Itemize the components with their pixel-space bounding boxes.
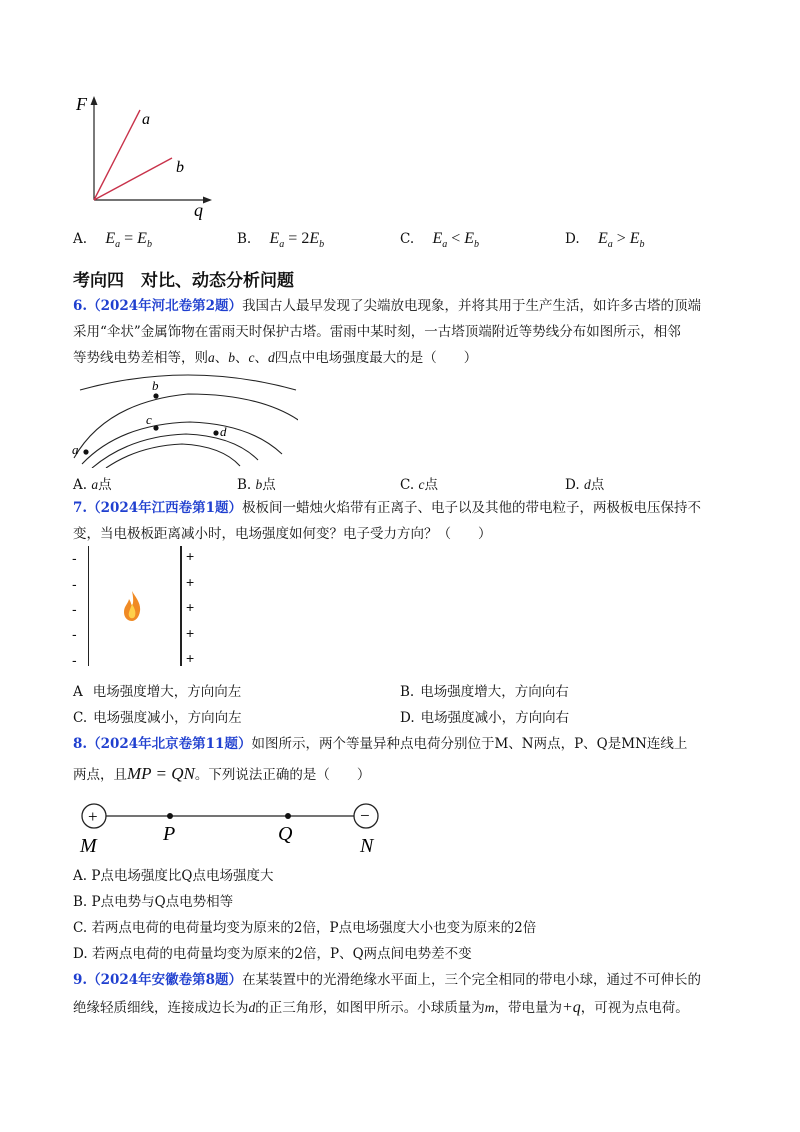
- q9-line2: 绝缘轻质细线，连接成边长为d的正三角形，如图甲所示。小球质量为m，带电量为+q，可视为点电荷。: [73, 999, 689, 1016]
- equipotential-line-2: [74, 394, 298, 458]
- right-sign-2: +: [186, 574, 195, 590]
- equipotential-line-1: [80, 375, 296, 390]
- q6-line1: 6.（2024年河北卷第2题）我国古人最早发现了尖端放电现象，并将其用于生产生活，如许多古塔的顶端: [73, 298, 702, 314]
- plus-sign: +: [88, 807, 98, 826]
- minus-sign: −: [360, 806, 370, 825]
- left-plate: [88, 546, 89, 666]
- right-sign-1: +: [186, 548, 195, 564]
- right-plate: [180, 546, 182, 666]
- right-sign-3: +: [186, 599, 195, 615]
- y-axis-label: F: [76, 94, 87, 114]
- q7-option-a[interactable]: A 电场强度增大，方向向左: [73, 684, 242, 700]
- equipotential-line-3: [82, 422, 282, 464]
- mn-charge-diagram: [74, 796, 394, 858]
- q7-line2: 变，当电极板距离减小时，电场强度如何变？电子受力方向？（ ）: [73, 526, 492, 542]
- q5-option-b[interactable]: B. $E_a = 2E_b$: [237, 230, 325, 251]
- equipotential-line-4: [92, 434, 258, 468]
- label-n: N: [360, 835, 374, 857]
- line-a: [94, 110, 140, 200]
- q7-option-c[interactable]: C. 电场强度减小，方向向左: [73, 710, 242, 726]
- point-q: [285, 813, 291, 819]
- line-b-label: b: [176, 159, 184, 176]
- q8-line2: 两点，且MP = QN。下列说法正确的是（ ）: [73, 764, 371, 783]
- q8-option-a[interactable]: A. P点电场强度比Q点电场强度大: [73, 868, 274, 884]
- point-d: [213, 430, 218, 435]
- q7-option-d[interactable]: D. 电场强度减小，方向向右: [400, 710, 570, 726]
- q6-option-d[interactable]: D. d点: [565, 477, 605, 493]
- q6-line3: 等势线电势差相等，则a、b、c、d四点中电场强度最大的是（ ）: [73, 350, 478, 366]
- equipotential-line-5: [106, 444, 240, 468]
- line-a-label: a: [142, 111, 150, 128]
- q8-option-c[interactable]: C. 若两点电荷的电荷量均变为原来的2倍，P点电场强度大小也变为原来的2倍: [73, 920, 537, 936]
- left-sign-4: -: [72, 626, 77, 642]
- fq-graph: [70, 92, 220, 222]
- point-c-label: c: [146, 412, 152, 427]
- q6-line2: 采用“伞状”金属饰物在雷雨天时保护古塔。雷雨中某时刻，一古塔顶端附近等势线分布如图所示，相邻: [73, 324, 681, 340]
- point-p: [167, 813, 173, 819]
- line-b: [94, 158, 172, 200]
- left-sign-1: -: [72, 550, 77, 566]
- point-d-label: d: [220, 424, 227, 439]
- point-b: [153, 393, 158, 398]
- q5-option-c[interactable]: C. $E_a < E_b$: [400, 230, 480, 251]
- q8-line1: 8.（2024年北京卷第11题）如图所示，两个等量异种点电荷分别位于M、N两点，P、Q是MN连线上: [73, 736, 688, 752]
- label-q: Q: [278, 823, 293, 845]
- q7-option-b[interactable]: B. 电场强度增大，方向向右: [400, 684, 569, 700]
- left-sign-5: -: [72, 652, 77, 668]
- y-axis-arrow: [91, 96, 98, 105]
- q8-option-b[interactable]: B. P点电势与Q点电势相等: [73, 894, 234, 910]
- x-axis-arrow: [203, 197, 212, 204]
- left-sign-2: -: [72, 576, 77, 592]
- equipotential-diagram: [68, 372, 298, 468]
- q9-line1: 9.（2024年安徽卷第8题）在某装置中的光滑绝缘水平面上，三个完全相同的带电小球，通过不可伸长的: [73, 972, 702, 988]
- q6-option-a[interactable]: A. a点: [73, 477, 112, 493]
- left-sign-3: -: [72, 601, 77, 617]
- q5-option-a[interactable]: A. $E_a = E_b$: [73, 230, 152, 251]
- x-axis-label: q: [194, 200, 203, 220]
- right-sign-4: +: [186, 625, 195, 641]
- q7-line1: 7.（2024年江西卷第1题）极板间一蜡烛火焰带有正离子、电子以及其他的带电粒子，两极板电压保持不: [73, 500, 702, 516]
- section-title: 考向四 对比、动态分析问题: [73, 271, 294, 291]
- label-p: P: [163, 823, 176, 845]
- point-b-label: b: [152, 378, 159, 393]
- q5-option-d[interactable]: D. $E_a > E_b$: [565, 230, 645, 251]
- right-sign-5: +: [186, 650, 195, 666]
- point-a-label: a: [72, 442, 79, 457]
- point-a: [83, 449, 88, 454]
- q8-option-d[interactable]: D. 若两点电荷的电荷量均变为原来的2倍，P、Q两点间电势差不变: [73, 946, 472, 962]
- capacitor-diagram: [70, 546, 210, 670]
- flame-icon: [122, 590, 142, 622]
- point-c: [153, 425, 158, 430]
- label-m: M: [80, 835, 97, 857]
- q6-option-c[interactable]: C. c点: [400, 477, 438, 493]
- q6-option-b[interactable]: B. b点: [237, 477, 276, 493]
